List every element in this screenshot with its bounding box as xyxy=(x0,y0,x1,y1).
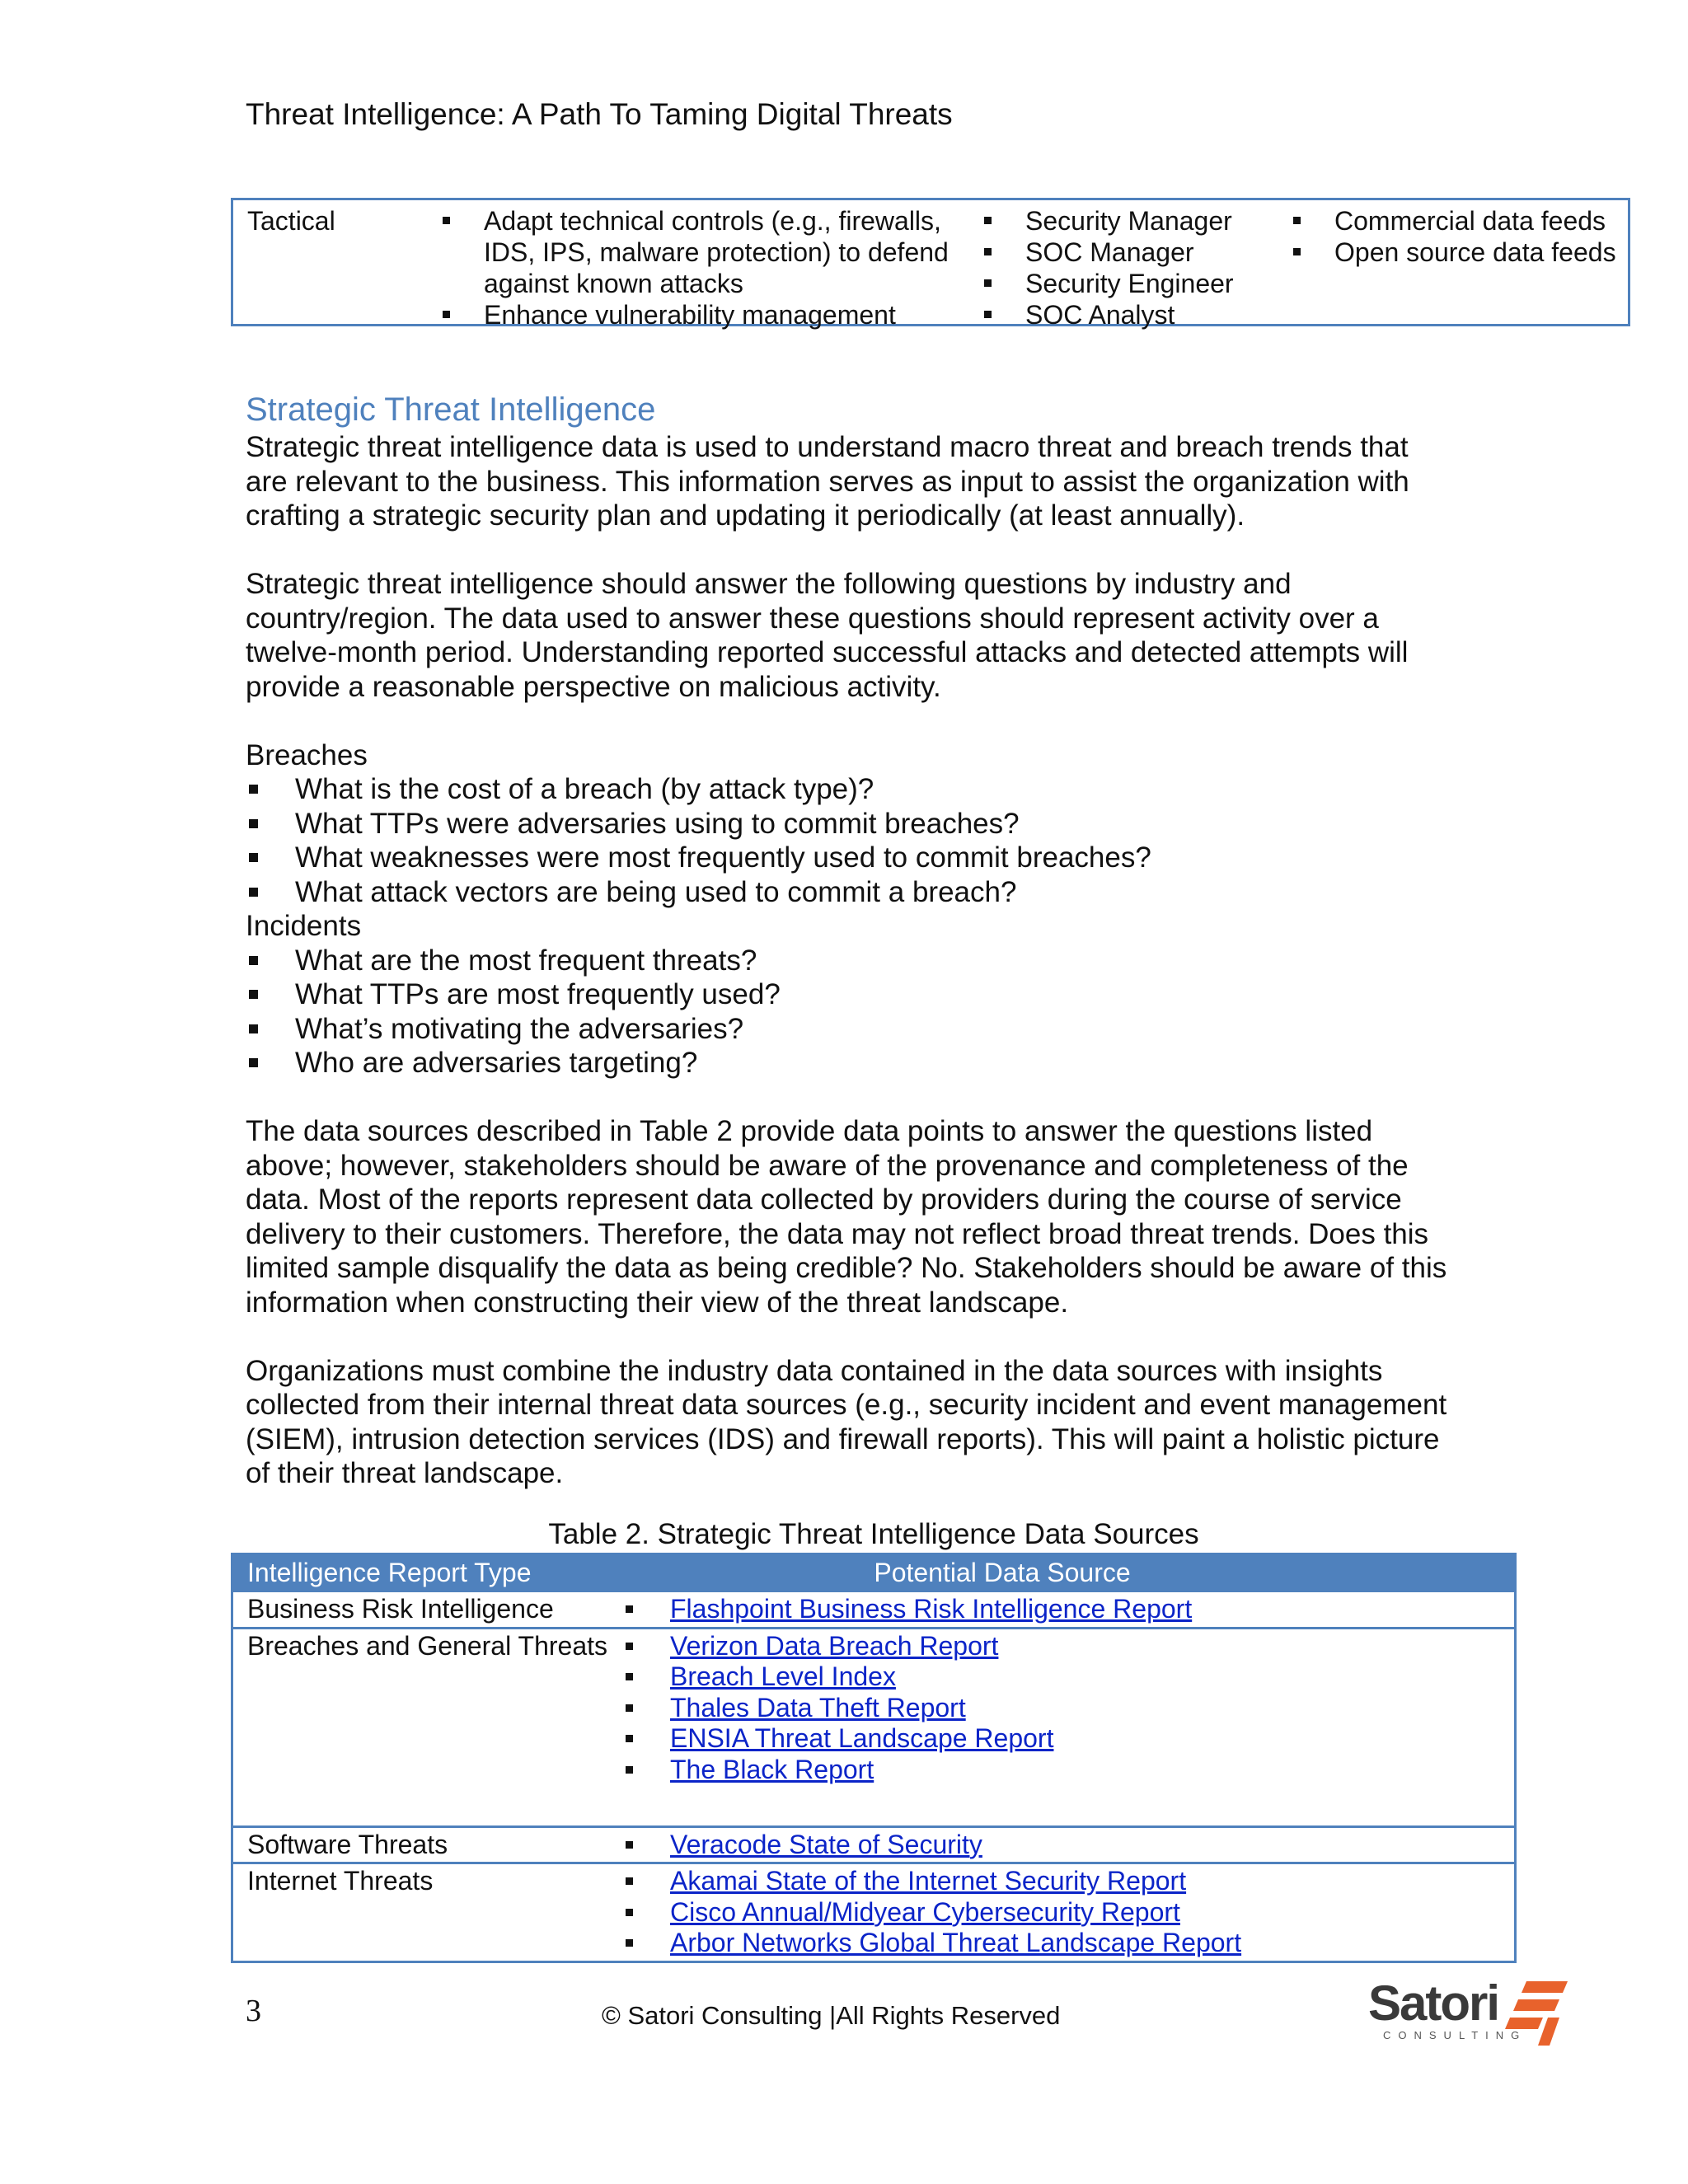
tactical-goals xyxy=(436,205,980,330)
source-link[interactable]: Akamai State of the Internet Security Report xyxy=(670,1866,1187,1896)
paragraph: The data sources described in Table 2 provide data points to answer the questions listed above; however, stakeholders should be aware of the provenance and completeness of the data. Most of the reports represent data collected by providers during the course of service delivery to their customers. Therefore, the data may not reflect broad threat trends. Does this limited sample disqualify the data as being credible? No. Stakeholders should be aware of this information when constructing their view of the threat landscape. xyxy=(246,1115,1447,1319)
table-row xyxy=(233,1590,1514,1627)
list-item: What attack vectors are being used to commit a breach? xyxy=(246,875,1457,910)
table-caption: Table 2. Strategic Threat Intelligence Data Sources xyxy=(548,1518,1199,1550)
satori-logo xyxy=(1368,1976,1574,2050)
list-item: What is the cost of a breach (by attack type)? xyxy=(246,772,1457,807)
report-type: Business Risk Intelligence xyxy=(247,1594,554,1624)
tactical-label: Tactical xyxy=(247,206,335,236)
main-content xyxy=(246,389,1457,1491)
running-header: Threat Intelligence: A Path To Taming Digital Threats xyxy=(246,97,953,131)
logo-mark-icon xyxy=(1502,1980,1568,2046)
data-sources-table xyxy=(231,1553,1517,1963)
list-item: What TTPs are most frequently used? xyxy=(246,977,1457,1012)
list-item: What’s motivating the adversaries? xyxy=(246,1012,1457,1047)
source-link[interactable]: Breach Level Index xyxy=(670,1661,896,1691)
source-link[interactable]: Arbor Networks Global Threat Landscape Report xyxy=(670,1928,1242,1957)
breaches-label: Breaches xyxy=(246,738,368,771)
incidents-list xyxy=(246,944,1457,1080)
list-item: Open source data feeds xyxy=(1287,237,1616,268)
list-item: Adapt technical controls (e.g., firewalls, IDS, IPS, malware protection) to defend against known attacks xyxy=(436,205,980,299)
source-link[interactable]: Verizon Data Breach Report xyxy=(670,1630,999,1661)
breaches-list xyxy=(246,772,1457,909)
page-number: 3 xyxy=(246,1994,261,2028)
list-item: What TTPs were adversaries using to commit breaches? xyxy=(246,807,1457,841)
tactical-table xyxy=(231,198,1630,330)
table-row xyxy=(233,1825,1514,1863)
list-item: What are the most frequent threats? xyxy=(246,944,1457,978)
report-type: Breaches and General Threats xyxy=(247,1630,607,1661)
list-item: Enhance vulnerability management xyxy=(436,299,980,330)
paragraph: Strategic threat intelligence should answer the following questions by industry and country/region. The data used to answer these questions should represent activity over a twelve-month period. Understanding reported successful attacks and detected attempts will provide a reasonable perspective on malicious activity. xyxy=(246,568,1409,703)
report-type: Software Threats xyxy=(247,1829,448,1859)
source-link[interactable]: Thales Data Theft Report xyxy=(670,1692,966,1722)
list-item: Commercial data feeds xyxy=(1287,205,1616,237)
report-type: Internet Threats xyxy=(247,1866,434,1896)
list-item: SOC Analyst xyxy=(978,299,1274,330)
incidents-label: Incidents xyxy=(246,910,362,942)
copyright-notice: © Satori Consulting |All Rights Reserved xyxy=(602,2001,1061,2030)
column-header: Potential Data Source xyxy=(874,1558,1131,1587)
list-item: SOC Manager xyxy=(978,237,1274,268)
list-item: Who are adversaries targeting? xyxy=(246,1046,1457,1080)
list-item: Security Engineer xyxy=(978,268,1274,299)
tactical-roles xyxy=(978,205,1274,330)
column-header: Intelligence Report Type xyxy=(247,1558,532,1587)
tactical-sources xyxy=(1287,205,1616,268)
source-link[interactable]: Cisco Annual/Midyear Cybersecurity Report xyxy=(670,1896,1180,1927)
logo-wordmark: Satori xyxy=(1368,1975,1499,2031)
source-link[interactable]: The Black Report xyxy=(670,1754,874,1784)
table-header xyxy=(233,1555,1514,1590)
source-link[interactable]: ENSIA Threat Landscape Report xyxy=(670,1723,1054,1753)
section-heading: Strategic Threat Intelligence xyxy=(246,391,656,428)
paragraph: Strategic threat intelligence data is used to understand macro threat and breach trends that are relevant to the business. This information serves as input to assist the organization with crafting a strategic security plan and updating it periodically (at least annually). xyxy=(246,431,1409,532)
list-item: What weaknesses were most frequently used to commit breaches? xyxy=(246,841,1457,875)
paragraph: Organizations must combine the industry data contained in the data sources with insights collected from their internal threat data sources (e.g., security incident and event management (SIEM), intrusion detection services (IDS) and firewall reports). This will paint a holistic picture of their threat landscape. xyxy=(246,1354,1447,1489)
source-link[interactable]: Veracode State of Security xyxy=(670,1829,982,1859)
source-link[interactable]: Flashpoint Business Risk Intelligence Report xyxy=(670,1594,1193,1624)
list-item: Security Manager xyxy=(978,205,1274,237)
table-row xyxy=(233,1627,1514,1825)
logo-subtitle: CONSULTING xyxy=(1383,2029,1527,2041)
table-row xyxy=(233,1862,1514,1961)
